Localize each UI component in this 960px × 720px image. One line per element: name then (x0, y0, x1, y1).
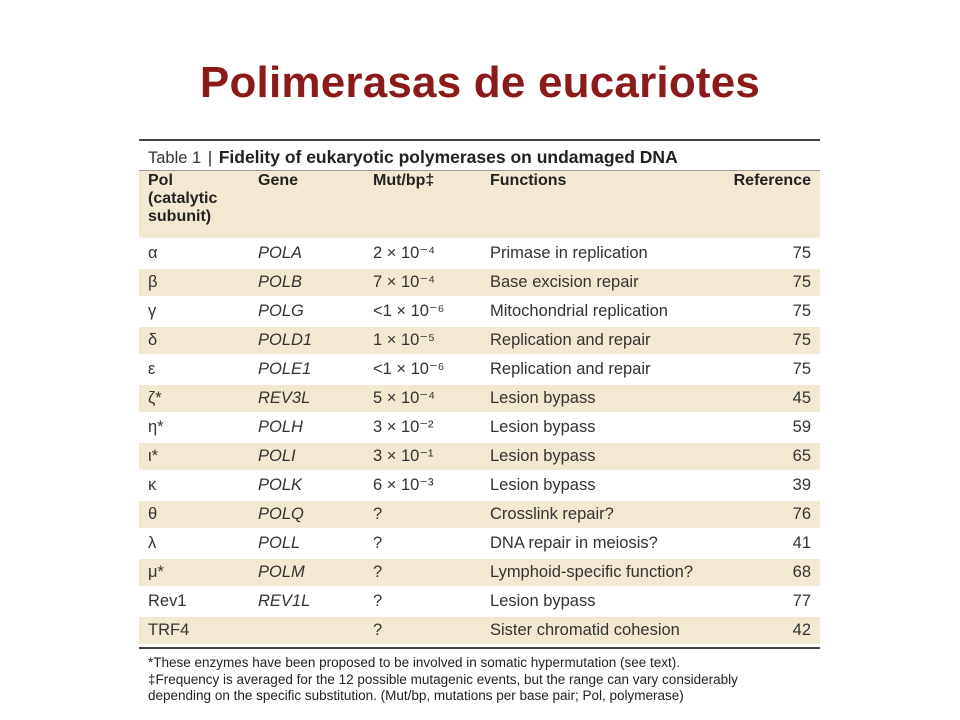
cell-function: Lesion bypass (481, 413, 711, 442)
cell-gene: REV3L (249, 384, 364, 413)
table-header-row (139, 171, 820, 239)
fidelity-table-figure (139, 139, 820, 705)
cell-gene (249, 616, 364, 645)
cell-mut-bp: <1 × 10⁻⁶ (364, 355, 481, 384)
cell-function: Lesion bypass (481, 471, 711, 500)
cell-gene: POLA (249, 239, 364, 268)
footnote-line: ‡Frequency is averaged for the 12 possible mutagenic events, but the range can vary considerably (148, 671, 738, 687)
table-row (139, 500, 820, 529)
table-row (139, 558, 820, 587)
cell-reference: 75 (711, 326, 820, 355)
cell-pol: η* (139, 413, 249, 442)
polymerase-table (139, 171, 820, 646)
cell-reference: 75 (711, 268, 820, 297)
cell-function: Mitochondrial replication (481, 297, 711, 326)
header-functions: Functions (481, 171, 711, 239)
table-row (139, 442, 820, 471)
cell-mut-bp: 2 × 10⁻⁴ (364, 239, 481, 268)
cell-reference: 42 (711, 616, 820, 645)
cell-function: Crosslink repair? (481, 500, 711, 529)
footnote-line: *These enzymes have been proposed to be involved in somatic hypermutation (see text). (148, 655, 681, 670)
table-row (139, 326, 820, 355)
table-row (139, 239, 820, 268)
table-footnotes (139, 649, 820, 705)
header-gene: Gene (249, 171, 364, 239)
table-row (139, 471, 820, 500)
cell-function: DNA repair in meiosis? (481, 529, 711, 558)
cell-function: Lymphoid-specific function? (481, 558, 711, 587)
cell-pol: κ (139, 471, 249, 500)
table-body (139, 239, 820, 645)
cell-mut-bp: <1 × 10⁻⁶ (364, 297, 481, 326)
header-reference: Reference (711, 171, 820, 239)
cell-mut-bp: ? (364, 529, 481, 558)
cell-pol: ζ* (139, 384, 249, 413)
cell-gene: POLQ (249, 500, 364, 529)
cell-function: Lesion bypass (481, 442, 711, 471)
cell-mut-bp: ? (364, 558, 481, 587)
header-mut: Mut/bp‡ (364, 171, 481, 239)
cell-mut-bp: 7 × 10⁻⁴ (364, 268, 481, 297)
table-top-rule (139, 139, 820, 141)
cell-mut-bp: 5 × 10⁻⁴ (364, 384, 481, 413)
cell-gene: POLG (249, 297, 364, 326)
cell-reference: 76 (711, 500, 820, 529)
cell-pol: δ (139, 326, 249, 355)
cell-gene: POLL (249, 529, 364, 558)
cell-mut-bp: 3 × 10⁻² (364, 413, 481, 442)
cell-function: Replication and repair (481, 326, 711, 355)
cell-gene: POLE1 (249, 355, 364, 384)
cell-pol: ε (139, 355, 249, 384)
cell-gene: POLM (249, 558, 364, 587)
cell-gene: POLH (249, 413, 364, 442)
cell-reference: 59 (711, 413, 820, 442)
table-title: Fidelity of eukaryotic polymerases on undamaged DNA (218, 147, 678, 167)
cell-pol: μ* (139, 558, 249, 587)
cell-reference: 41 (711, 529, 820, 558)
cell-reference: 39 (711, 471, 820, 500)
cell-reference: 68 (711, 558, 820, 587)
cell-gene: POLK (249, 471, 364, 500)
cell-pol: Rev1 (139, 587, 249, 616)
table-label: Table 1 (148, 149, 202, 167)
cell-function: Sister chromatid cohesion (481, 616, 711, 645)
cell-gene: POLB (249, 268, 364, 297)
table-row (139, 587, 820, 616)
table-row (139, 384, 820, 413)
cell-reference: 65 (711, 442, 820, 471)
cell-function: Lesion bypass (481, 587, 711, 616)
slide-title: Polimerasas de eucariotes (199, 58, 761, 107)
table-row (139, 268, 820, 297)
cell-mut-bp: 3 × 10⁻¹ (364, 442, 481, 471)
cell-function: Base excision repair (481, 268, 711, 297)
cell-pol: λ (139, 529, 249, 558)
cell-pol: ι* (139, 442, 249, 471)
cell-pol: α (139, 239, 249, 268)
cell-mut-bp: ? (364, 500, 481, 529)
cell-pol: β (139, 268, 249, 297)
table-row (139, 297, 820, 326)
cell-pol: γ (139, 297, 249, 326)
cell-mut-bp: 6 × 10⁻³ (364, 471, 481, 500)
table-row (139, 355, 820, 384)
cell-gene: POLD1 (249, 326, 364, 355)
footnote-line: depending on the specific substitution. (Mut/bp, mutations per base pair; Pol, polymerase) (148, 688, 684, 703)
cell-reference: 77 (711, 587, 820, 616)
cell-mut-bp: 1 × 10⁻⁵ (364, 326, 481, 355)
cell-gene: REV1L (249, 587, 364, 616)
cell-pol: TRF4 (139, 616, 249, 645)
table-row (139, 529, 820, 558)
table-row (139, 616, 820, 645)
cell-reference: 75 (711, 355, 820, 384)
cell-mut-bp: ? (364, 587, 481, 616)
cell-reference: 45 (711, 384, 820, 413)
table-caption (139, 144, 820, 170)
caption-separator: | (207, 149, 213, 167)
table-row (139, 413, 820, 442)
cell-gene: POLI (249, 442, 364, 471)
cell-reference: 75 (711, 239, 820, 268)
cell-reference: 75 (711, 297, 820, 326)
cell-function: Lesion bypass (481, 384, 711, 413)
cell-mut-bp: ? (364, 616, 481, 645)
header-pol: Pol (catalytic subunit) (139, 171, 249, 239)
cell-function: Replication and repair (481, 355, 711, 384)
cell-pol: θ (139, 500, 249, 529)
cell-function: Primase in replication (481, 239, 711, 268)
